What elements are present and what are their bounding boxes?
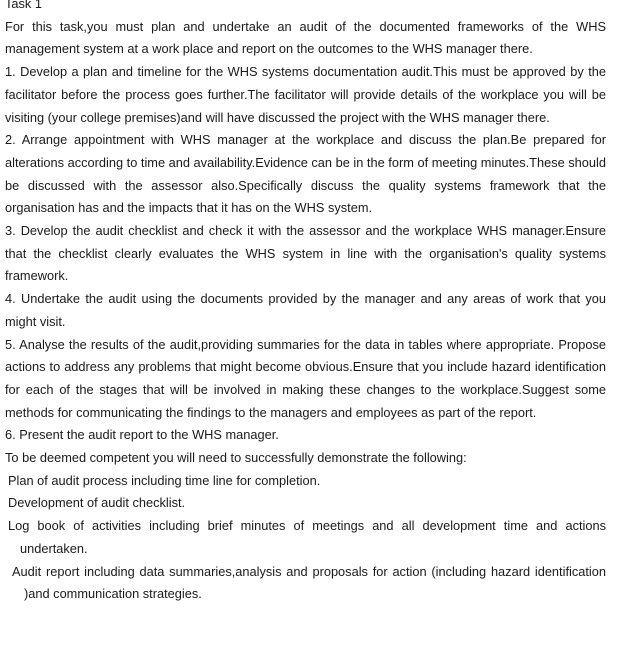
requirement-plan: Plan of audit process including time line for completion. [8, 472, 321, 488]
requirement-logbook: Log book of activities including brief minutes of meetings and all development time and actions undertaken. [8, 518, 606, 556]
step-2: 2. Arrange appointment with WHS manager at the workplace and discuss the plan.Be prepared for alterations according to time and availability.Evidence can be in the form of meeting minutes.These should be discussed with the assessor also.Specifically discuss the quality systems framework that the organisation has and the impacts that it has on the WHS system. [5, 132, 606, 216]
step-4: 4. Undertake the audit using the documents provided by the manager and any areas of work that you might visit. [5, 291, 606, 329]
step-5: 5. Analyse the results of the audit,providing summaries for the data in tables where appropriate. Propose actions to address any problems that might become obvious.Ensure that you include hazard identification for each of the stages that will be involved in making these changes to the workplace.Suggest some methods for communicating the findings to the managers and employees as part of the report. [5, 336, 606, 420]
requirement-audit-report: Audit report including data summaries,analysis and proposals for action (including hazard identification )and communication strategies. [12, 563, 606, 602]
task-intro: For this task,you must plan and undertake an audit of the documented frameworks of the WHS management system at a work place and report on the outcomes to the WHS manager there. [5, 18, 606, 57]
requirement-checklist: Development of audit checklist. [8, 495, 186, 511]
competency-intro: To be deemed competent you will need to successfully demonstrate the following: [5, 450, 467, 466]
task-document [5, 0, 606, 606]
step-6: 6. Present the audit report to the WHS manager. [5, 427, 279, 443]
task-title: Task 1 [5, 0, 42, 11]
step-3: 3. Develop the audit checklist and check it with the assessor and the workplace WHS manager.Ensure that the checklist clearly evaluates the WHS system in line with the organisation's quality systems framework. [5, 223, 606, 284]
step-1: 1. Develop a plan and timeline for the WHS systems documentation audit.This must be approved by the facilitator before the process goes further.The facilitator will provide details of the workplace you will be visiting (your college premises)and will have discussed the project with the WHS manager there. [5, 64, 606, 125]
